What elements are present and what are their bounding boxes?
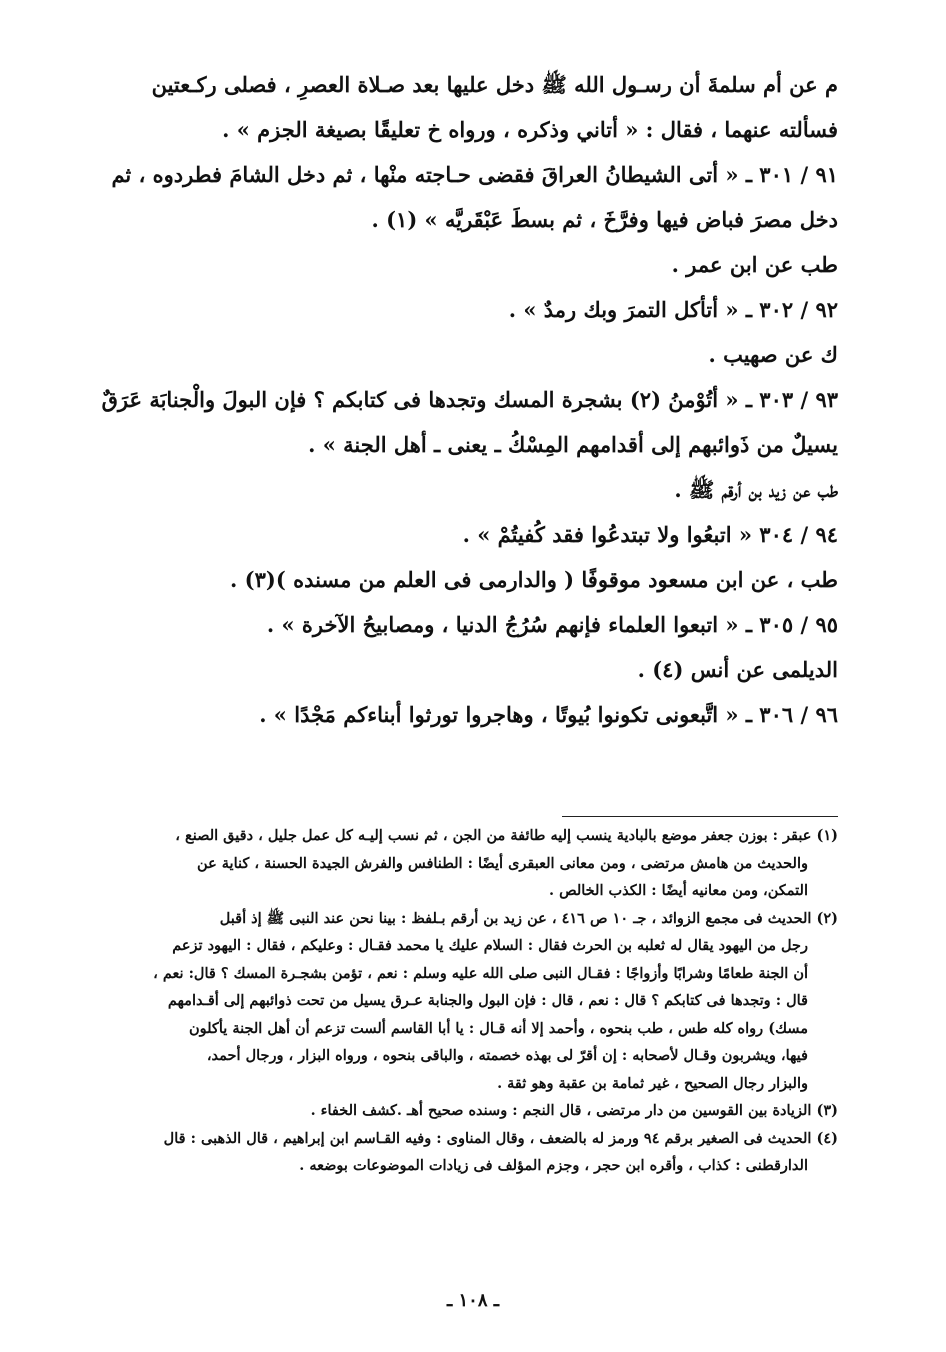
text-line: يسيلٌ من ذَوائبهم إلى أقدامهم المِسْكُ ـ يعنى ـ أهل الجنة » .	[308, 432, 838, 457]
footnote-line: الدارقطنى : كذاب ، وأقره ابن حجر ، وجزم المؤلف فى زيادات الموضوعات بوضعه .	[299, 1157, 808, 1174]
footnote-line: قال : وتجدها فى كتابكم ؟ قال : نعم ، قال : فإن البول والجنابة عـرق يسيل من تحت ذوائبهم إلى أقـدامهم	[167, 992, 808, 1009]
source-line: الديلمى عن أنس (٤) .	[637, 657, 838, 682]
text-line: دخل مصرَ فباض فيها وفرَّخَ ، ثم بسطَ عَبْقَريَّه » (١) .	[371, 207, 838, 232]
text-line: م عن أم سلمةَ أن رسـول الله ﷺ دخل عليها بعد صـلاة العصرِ ، فصلى ركـعتين	[151, 72, 838, 97]
footnote-divider	[562, 816, 838, 817]
hadith-line: ٩١ / ٣٠١ ـ « أتى الشيطانُ العراقَ فقضى حـاجته منْها ، ثم دخل الشامَ فطردوه ، ثم	[111, 162, 838, 187]
source-line: طب ، عن ابن مسعود موقوفًا ( والدارمى فى العلم من مسنده )(٣) .	[230, 567, 838, 592]
footnote-line: والحديث من هامش مرتضى ، ومن معانى العبقرى أيضًا : الطنافس والفرش الجيدة الحسنة ، كناية عن	[197, 854, 808, 872]
footnote-line: فيها، ويشربون وقـال لأصحابه : إن أقرّ لى بهذه خصمته ، والباقى بنحوه ، ورواه البزار ، ورجال أحمد،	[206, 1047, 808, 1064]
page-number: ـ ١٠٨ ـ	[446, 1290, 500, 1311]
footnote-line: مسك) رواه كله طس ، طب بنحوه ، وأحمد إلا أنه قـال : يا أبا القاسم ألست تزعم أن أهل الجنة يأكلون	[188, 1019, 808, 1037]
footnote-line: (٣) الزيادة بين القوسين من دار مرتضى ، قال النجم : وسنده صحيح أهـ .كشف الخفاء .	[310, 1102, 838, 1119]
source-line: طب عن ابن عمر .	[671, 252, 838, 277]
footnote-line: والبزار رجال الصحيح ، غير ثمامة بن عقبة وهو ثقة .	[497, 1074, 808, 1092]
source-line: طب عن زيد بن أرقم ﷺ .	[674, 477, 838, 502]
footnote-line: التمكن، ومن معانيه أيضًا : الكذب الخالص .	[548, 882, 808, 899]
footnotes	[86, 822, 838, 1180]
footnote-line: رجل من اليهود يقال له ثعلبه بن الحرث فقال : السلام عليك يا محمد فقـال : وعليكم ، فقال : اليهود تزعم	[172, 937, 808, 954]
footnote-line: (٢) الحديث فى مجمع الزوائد ، جـ ١٠ ص ٤١٦ ، عن زيد بن أرقم بـلفظ : بينا نحن عند النبى ﷺ إذ أقبل	[219, 909, 838, 927]
footnote-line: (٤) الحديث فى الصغير برقم ٩٤ ورمز له بالضعف ، وقال المناوى : وفيه القـاسم ابن إبراهيم ، قال الذهبى : قال	[163, 1129, 838, 1147]
hadith-line: ٩٤ / ٣٠٤ « اتبعُوا ولا تبتدعُوا فقد كُفيتُمْ » .	[462, 522, 838, 547]
main-text	[86, 68, 838, 743]
hadith-line: ٩٦ / ٣٠٦ ـ « اتَّبعونى تكونوا بُيوتًا ، وهاجروا تورثوا أبناءكم مَجْدًا » .	[259, 702, 838, 727]
hadith-line: ٩٥ / ٣٠٥ ـ « اتبعوا العلماء فإنهم سُرُجُ الدنيا ، ومصابيحُ الآخرة » .	[266, 612, 838, 637]
footnote-line: (١) عبقر : بوزن جعفر موضع بالبادية ينسب إليه طائفة من الجن ، ثم نسب إليـه كل عمل جليل ، دقيق الصنع ،	[175, 827, 838, 844]
footnote-line: أن الجنة طعامًا وشرابًا وأزواجًا : فقـال النبى صلى الله عليه وسلم : نعم ، تؤمن بشجـرة المسك ؟ قال: نعم ،	[153, 964, 808, 982]
source-line: ك عن صهيب .	[708, 342, 838, 367]
hadith-line: ٩٣ / ٣٠٣ ـ « أتُوْمنُ (٢) بشجرة المسك وتجدها فى كتابكم ؟ فإن البولَ والْجنابَة عَرَقٌ	[101, 387, 838, 412]
hadith-line: ٩٢ / ٣٠٢ ـ « أتأكل التمرَ وبك رمدٌ » .	[508, 297, 838, 322]
text-line: فسألته عنهما ، فقال : « أتاني وذكره ، ورواه خ تعليقًا بصيغة الجزم » .	[222, 117, 838, 142]
